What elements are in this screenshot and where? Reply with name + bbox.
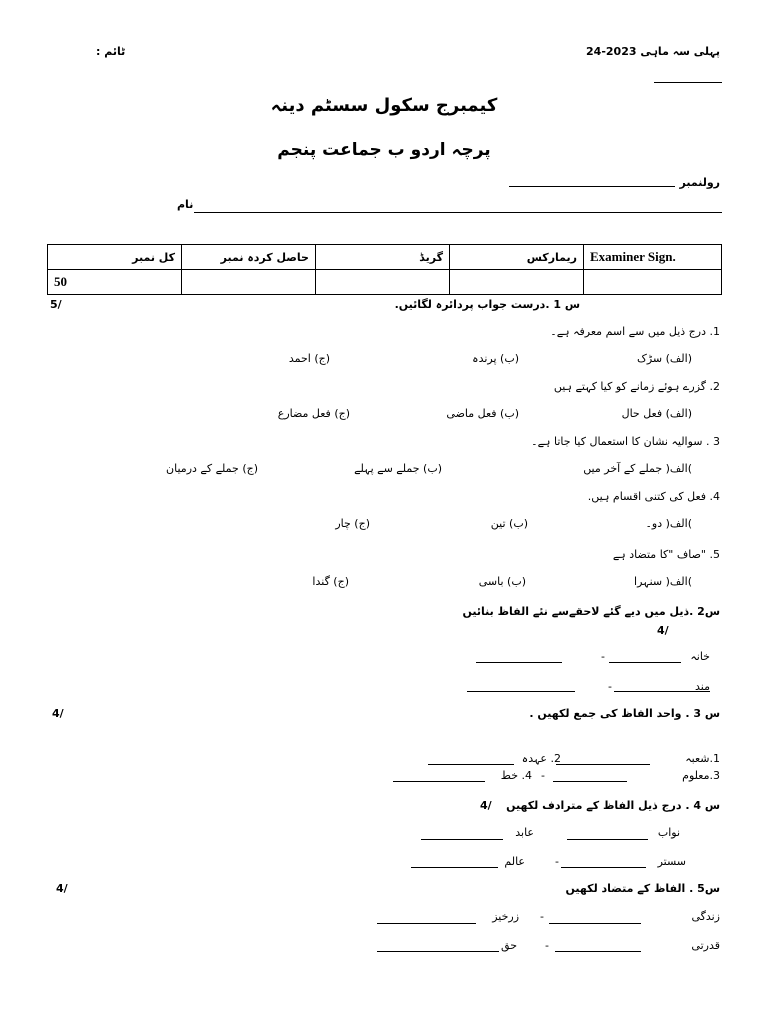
q3-item4-label: 4. خط [500, 769, 532, 782]
q4-separator: - [555, 855, 559, 868]
q4-item1-label: نواب [657, 826, 680, 839]
q3-item3-blank[interactable] [553, 781, 627, 782]
remarks-header: ریمارکس [450, 245, 584, 270]
q2-item1-separator: - [601, 650, 605, 663]
q3-item2-label: 2. عہدہ [521, 752, 561, 765]
q2-item1-blank-1[interactable] [609, 662, 681, 663]
q1-item2-option-a[interactable]: (الف) فعل حال [621, 407, 692, 420]
q4-item1-blank[interactable] [567, 839, 648, 840]
q1-marks: 5/ [50, 298, 62, 311]
q3-marks: 4/ [52, 707, 64, 720]
obtained-marks-header: حاصل کردہ نمبر [182, 245, 316, 270]
term-underline [654, 82, 722, 83]
q4-item2-label: عابد [515, 826, 534, 839]
q1-item1-stem: 1. درج ذیل میں سے اسم معرفہ ہے۔ [550, 325, 720, 338]
q1-item4-stem: 4. فعل کی کتنی اقسام ہیں. [587, 490, 720, 503]
remarks-cell[interactable] [450, 270, 584, 295]
q4-marks: 4/ [480, 799, 492, 812]
q5-item1-separator: - [540, 910, 544, 923]
q5-item2-label: زرخیز [492, 910, 519, 923]
q1-item5-stem: 5. "صاف "کا متضاد ہے [612, 548, 720, 561]
total-marks-header: کل نمبر [48, 245, 182, 270]
q1-item1-option-c[interactable]: (ج) احمد [288, 352, 330, 365]
marks-table-value-row [48, 270, 722, 295]
q4-item3-label: سستر [657, 855, 686, 868]
q4-item3-blank[interactable] [561, 867, 646, 868]
q5-item2-separator: - [545, 939, 549, 952]
q5-marks: 4/ [56, 882, 68, 895]
q2-title: س2 .ذیل میں دیے گئے لاحقےسے نئے الفاظ بنائیں [462, 605, 720, 618]
total-marks-value: 50 [48, 270, 182, 295]
obtained-marks-cell[interactable] [182, 270, 316, 295]
q1-item1-option-a[interactable]: (الف) سڑک [636, 352, 692, 365]
student-name-field[interactable] [194, 212, 722, 213]
q5-item4-label: حق [501, 939, 517, 952]
q1-item2-stem: 2. گزرے ہوئے زمانے کو کیا کہتے ہیں [553, 380, 720, 393]
q2-item1-label: خانہ [690, 650, 710, 663]
time-label: ٹائم : [96, 45, 126, 58]
q2-item2-separator: - [608, 680, 612, 693]
examiner-sign-cell[interactable] [584, 270, 722, 295]
q5-item3-label: قدرتی [691, 939, 720, 952]
paper-title: پرچہ اردو ب جماعت پنجم [277, 140, 491, 160]
q1-item3-option-b[interactable]: (ب) جملے سے پہلے [354, 462, 442, 475]
grade-cell[interactable] [316, 270, 450, 295]
school-name: کیمبرج سکول سسٹم دینہ [270, 95, 498, 116]
term-label: پہلی سہ ماہی 2023-24 [586, 45, 720, 58]
q3-item4-blank[interactable] [393, 781, 485, 782]
q2-item2-blank-2[interactable] [467, 691, 575, 692]
q3-item3-label: 3.معلوم [682, 769, 720, 782]
student-name-label: نام [177, 198, 194, 211]
q4-item4-label: عالم [504, 855, 525, 868]
q1-title: س 1 .درست جواب پردائرہ لگائیں. [394, 298, 580, 311]
grade-header: گریڈ [316, 245, 450, 270]
q2-item2-label: مند [695, 680, 710, 693]
q1-item5-option-a[interactable]: )الف( سنہرا [634, 575, 692, 588]
q2-item2-blank-1[interactable] [614, 691, 710, 692]
q1-item5-option-c[interactable]: (ج) گندا [312, 575, 349, 588]
q1-item2-option-c[interactable]: (ج) فعل مضارع [277, 407, 350, 420]
q1-item4-option-b[interactable]: (ب) تین [490, 517, 528, 530]
q1-item2-option-b[interactable]: (ب) فعل ماضی [446, 407, 519, 420]
q2-item1-blank-2[interactable] [476, 662, 562, 663]
q1-item3-stem: 3 . سوالیہ نشان کا استعمال کیا جاتا ہے۔ [531, 435, 720, 448]
examiner-sign-header: Examiner Sign. [584, 245, 722, 270]
q1-item3-option-a[interactable]: )الف( جملے کے آخر میں [583, 462, 692, 475]
q3-item1-blank[interactable] [556, 764, 650, 765]
roll-number-label: رولنمبر [679, 176, 720, 189]
q5-item2-blank[interactable] [377, 923, 476, 924]
q4-item4-blank[interactable] [411, 867, 498, 868]
q1-item3-option-c[interactable]: (ج) جملے کے درمیان [166, 462, 258, 475]
q5-item1-label: زندگی [691, 910, 720, 923]
q1-item4-option-a[interactable]: )الف( دو۔ [645, 517, 692, 530]
q3-item2-blank[interactable] [428, 764, 514, 765]
q1-item1-option-b[interactable]: (ب) پرندہ [472, 352, 519, 365]
q5-item4-blank[interactable] [377, 951, 499, 952]
q5-item1-blank[interactable] [549, 923, 641, 924]
marks-table-header-row [48, 245, 722, 270]
marks-table [47, 244, 722, 295]
q3-item1-label: 1.شعبہ [685, 752, 720, 765]
q4-item2-blank[interactable] [421, 839, 503, 840]
q3-title: س 3 . واحد الفاظ کی جمع لکھیں . [529, 707, 720, 720]
q1-item5-option-b[interactable]: (ب) باسی [478, 575, 526, 588]
q3-separator: - [541, 769, 545, 782]
q2-marks: 4/ [657, 624, 669, 637]
q5-title: س5 . الفاظ کے متضاد لکھیں [565, 882, 720, 895]
q1-item4-option-c[interactable]: (ج) چار [335, 517, 370, 530]
q4-title: س 4 . درج ذیل الفاظ کے مترادف لکھیں [506, 799, 720, 812]
q5-item3-blank[interactable] [555, 951, 641, 952]
roll-number-field[interactable] [509, 186, 675, 187]
